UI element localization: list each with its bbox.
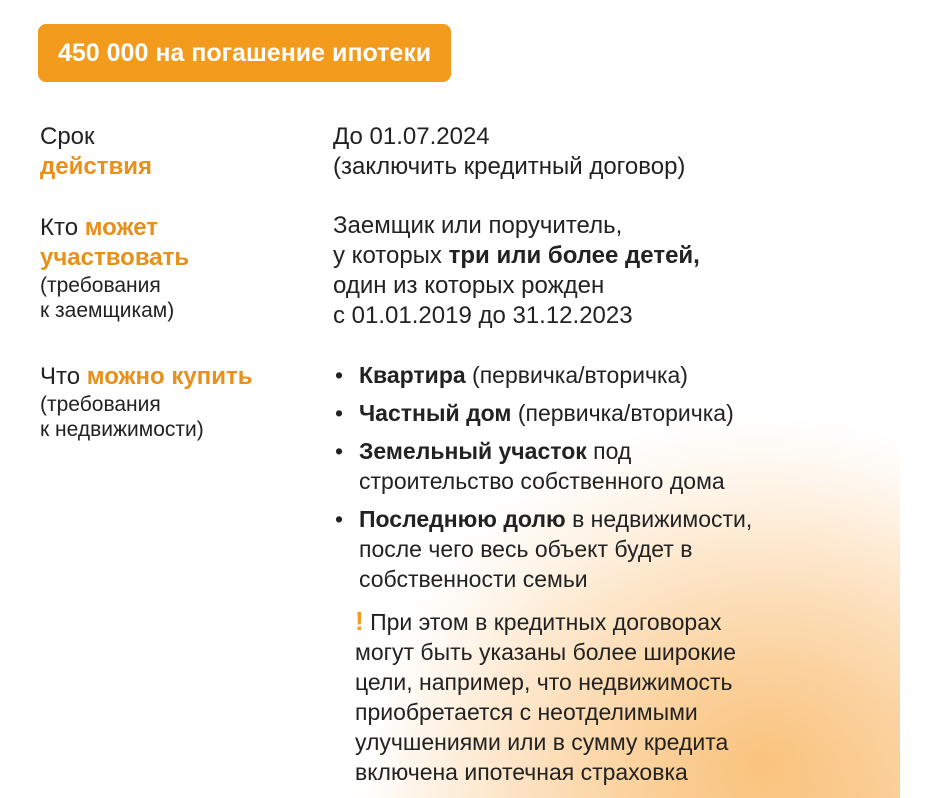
term-label: [40, 122, 152, 182]
who-value-line4: с 01.01.2019 до 31.12.2023: [333, 302, 633, 329]
who-value-line2-pre: у которых: [333, 242, 442, 269]
who-label: [40, 213, 189, 323]
bullet-icon: •: [335, 400, 344, 426]
what-label-accent: можно купить: [86, 363, 253, 390]
term-note: (заключить кредитный договор): [333, 153, 686, 180]
note-line5: улучшениями или в сумму кредита: [355, 729, 729, 755]
what-label: [40, 362, 253, 442]
term-label-accent: действия: [40, 153, 152, 180]
who-label-accent2: участвовать: [40, 244, 190, 271]
item-rest: (первичка/вторичка): [517, 400, 734, 426]
note-line1: При этом в кредитных договорах: [370, 609, 722, 635]
bullet-icon: •: [335, 362, 344, 388]
title-badge: 450 000 на погашение ипотеки: [38, 24, 451, 82]
who-sub-line2: к заемщикам): [40, 299, 175, 322]
term-label-line1: Срок: [40, 123, 95, 150]
who-value-line3: один из которых рожден: [333, 272, 605, 299]
item-rest: под: [593, 438, 632, 464]
item-bold: Последнюю долю: [359, 506, 566, 532]
who-value-line2-bold: три или более детей,: [448, 242, 700, 269]
item-rest-line2: после чего весь объект будет в: [359, 536, 693, 562]
who-sub-line1: (требования: [40, 274, 161, 297]
list-item: [333, 436, 752, 496]
list-item: [333, 360, 752, 390]
bullet-icon: •: [335, 438, 344, 464]
what-sub-line1: (требования: [40, 393, 161, 416]
note-line4: приобретается с неотделимыми: [355, 699, 698, 725]
item-rest: в недвижимости,: [572, 506, 753, 532]
who-label-plain: Кто: [40, 214, 79, 241]
list-item: [333, 398, 752, 428]
exclamation-icon: !: [355, 606, 364, 636]
property-list: [333, 360, 752, 602]
term-date: До 01.07.2024: [333, 123, 490, 150]
term-value: [333, 122, 685, 182]
item-bold: Квартира: [359, 362, 466, 388]
item-rest: (первичка/вторичка): [472, 362, 688, 388]
bullet-icon: •: [335, 506, 344, 532]
what-label-plain: Что: [40, 363, 81, 390]
what-sub-line2: к недвижимости): [40, 418, 204, 441]
who-value: [333, 211, 700, 331]
item-bold: Частный дом: [359, 400, 512, 426]
item-bold: Земельный участок: [359, 438, 587, 464]
note-line2: могут быть указаны более широкие: [355, 639, 737, 665]
who-label-accent1: может: [84, 214, 158, 241]
list-item: [333, 504, 752, 594]
who-value-line1: Заемщик или поручитель,: [333, 212, 623, 239]
note-line3: цели, например, что недвижимость: [355, 669, 733, 695]
item-rest-line2: строительство собственного дома: [359, 468, 725, 494]
item-rest-line3: собственности семьи: [359, 566, 588, 592]
note-line6: включена ипотечная страховка: [355, 759, 688, 785]
note-block: [355, 606, 855, 787]
